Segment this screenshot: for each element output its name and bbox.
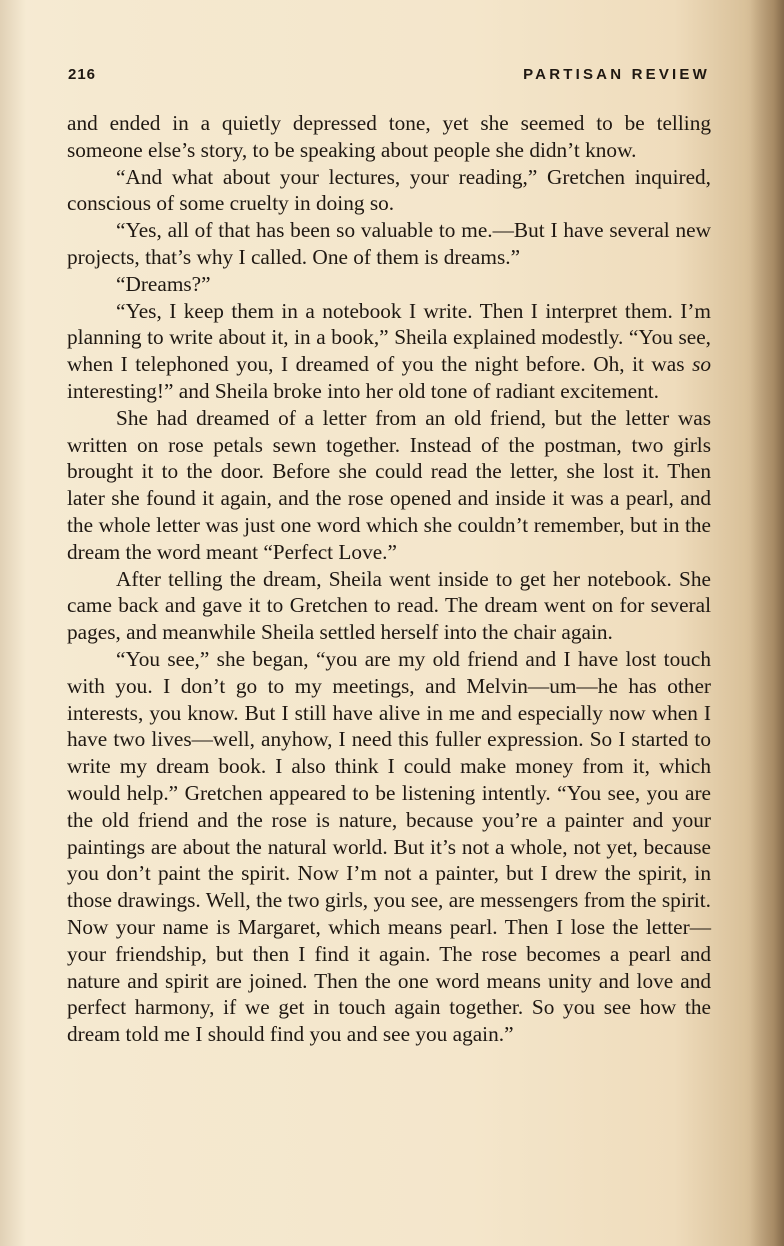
paragraph: “Dreams?” <box>116 271 211 296</box>
paragraph: “Yes, all of that has been so valuable to me.—But I have several new projects, that’s why I called. One of them is dreams.” <box>67 218 711 269</box>
page-edge-shadow <box>750 0 784 1246</box>
emphasis: so <box>692 352 711 377</box>
paragraph: “You see,” she began, “you are my old friend and I have lost touch with you. I don’t go to my meetings, and Melvin—um—he has other interests, you know. But I still have alive in me and especially now when I have two lives—well, anyhow, I need this fuller expression. So I started to write my dream book. I also think I could make money from it, which would help.” Gretchen appeared to be listening intently. “You see, you are the old friend and the rose is nature, because you’re a painter and your paintings are about the natural world. But it’s not a whole, not yet, because you don’t paint the spirit. Now I’m not a painter, but I drew the spirit, in those drawings. Well, the two girls, you see, are messengers from the spirit. Now your name is Margaret, which means pearl. Then I lose the letter—your friendship, but then I find it again. The rose becomes a pearl and nature and spirit are joined. Then the one word means unity and love and perfect harmony, if we get in touch again together. So you see how the dream told me I should find you and see you again.” <box>67 646 711 1047</box>
paragraph: She had dreamed of a letter from an old friend, but the letter was written on rose petals sewn together. Instead of the postman, two girls brought it to the door. Before she could read the letter, she lost it. Then later she found it again, and the rose opened and inside it was a pearl, and the whole letter was just one word which she couldn’t remember, but in the dream the word meant “Perfect Love.” <box>67 405 711 564</box>
binding-shadow <box>0 0 26 1246</box>
journal-title: PARTISAN REVIEW <box>523 66 710 83</box>
paragraph: “And what about your lectures, your reading,” Gretchen inquired, conscious of some cruelty in doing so. <box>67 164 711 216</box>
body-text <box>67 110 711 1048</box>
running-head <box>68 66 710 88</box>
page-number: 216 <box>68 66 97 83</box>
paragraph: “Yes, I keep them in a notebook I write. Then I interpret them. I’m planning to write about it, in a book,” Sheila explained modestly. “You see, when I telephoned you, I dreamed of you the night before. Oh, it was so interesting!” and Sheila broke into her old tone of radiant excitement. <box>67 298 711 403</box>
paragraph: After telling the dream, Sheila went inside to get her notebook. She came back and gave it to Gretchen to read. The dream went on for several pages, and meanwhile Sheila settled herself into the chair again. <box>67 566 711 645</box>
paragraph: and ended in a quietly depressed tone, yet she seemed to be telling someone else’s story, to be speaking about people she didn’t know. <box>67 111 711 162</box>
